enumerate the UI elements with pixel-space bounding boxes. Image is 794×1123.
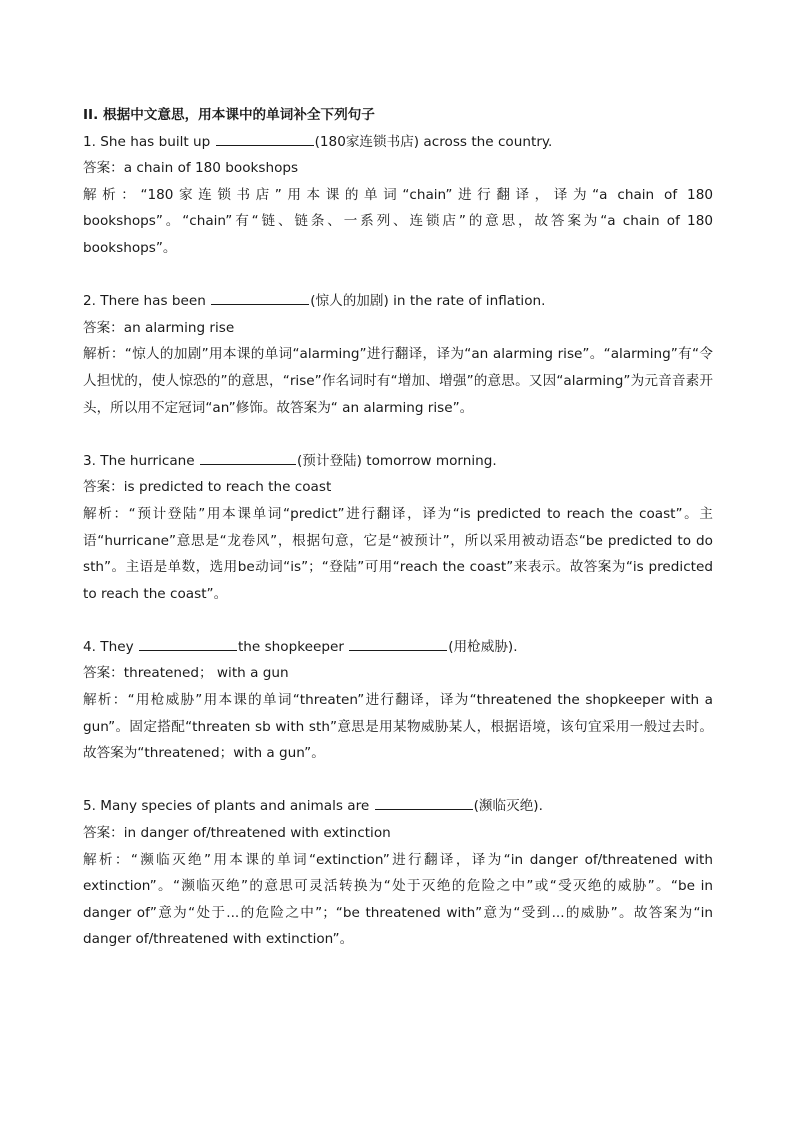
question-block-4 bbox=[83, 634, 713, 767]
question-text-after: (180家连锁书店) across the country. bbox=[314, 133, 553, 150]
answer-blank bbox=[200, 450, 296, 465]
answer-line: 答案：a chain of 180 bookshops bbox=[83, 160, 299, 177]
explanation-paragraph: 解析：“惊人的加剧”用本课的单词“alarming”进行翻译，译为“an alarming rise”。“alarming”有“令人担忧的，使人惊恐的”的意思，“rise”作名词时有“增加、增强”的意思。又因“alarming”为元音音素开头，所以用不定冠词“an”修饰。故答案为“ an alarming rise”。 bbox=[83, 346, 713, 416]
question-text-after: (濒临灭绝). bbox=[473, 798, 543, 815]
question-text-before: 1. She has built up bbox=[83, 133, 215, 150]
answer-line: 答案：threatened； with a gun bbox=[83, 665, 289, 682]
explanation-paragraph: 解析：“濒临灭绝”用本课的单词“extinction”进行翻译，译为“in danger of/threatened with extinction”。“濒临灭绝”的意思可灵活转换为“处于灭绝的危险之中”或“受灭绝的威胁”。“be in danger of”意为“处于...的危险之中”；“be threatened with”意为“受到...的威胁”。故答案为“in danger of/threatened with extinction”。 bbox=[83, 851, 713, 948]
question-text-after: (预计登陆) tomorrow morning. bbox=[296, 452, 497, 469]
question-text-after: (惊人的加剧) in the rate of inflation. bbox=[310, 293, 546, 310]
answer-blank bbox=[375, 795, 473, 810]
question-text-before: 2. There has been bbox=[83, 293, 211, 310]
answer-blank-2 bbox=[349, 636, 447, 651]
section-heading: II. 根据中文意思，用本课中的单词补全下列句子 bbox=[83, 107, 375, 123]
answer-line: 答案：an alarming rise bbox=[83, 319, 235, 336]
question-text-after: (用枪威胁). bbox=[448, 638, 518, 655]
question-text-before: 4. They bbox=[83, 638, 138, 655]
question-block-5 bbox=[83, 793, 713, 953]
question-sentence bbox=[83, 634, 713, 661]
answer-blank-1 bbox=[139, 636, 237, 651]
question-text-middle: the shopkeeper bbox=[237, 638, 349, 655]
question-text-before: 5. Many species of plants and animals are bbox=[83, 798, 374, 815]
question-sentence bbox=[83, 448, 713, 475]
question-block-3 bbox=[83, 448, 713, 608]
answer-line: 答案：in danger of/threatened with extinction bbox=[83, 825, 391, 842]
question-block-2 bbox=[83, 288, 713, 421]
question-sentence bbox=[83, 288, 713, 315]
answer-blank bbox=[216, 131, 314, 146]
question-text-before: 3. The hurricane bbox=[83, 452, 199, 469]
explanation-paragraph: 解析：“预计登陆”用本课单词“predict”进行翻译，译为“is predicted to reach the coast”。主语“hurricane”意思是“龙卷风”，根据句意，它是“被预计”，所以采用被动语态“be predicted to do sth”。主语是单数，选用be动词“is”；“登陆”可用“reach the coast”来表示。故答案为“is predicted to reach the coast”。 bbox=[83, 505, 713, 602]
document-page bbox=[83, 102, 713, 980]
explanation-paragraph: 解析：“180家连锁书店”用本课的单词“chain”进行翻译，译为“a chain of 180 bookshops”。“chain”有“链、链条、一系列、连锁店”的意思，故答案为“a chain of 180 bookshops”。 bbox=[83, 186, 713, 256]
question-sentence bbox=[83, 129, 713, 156]
answer-blank bbox=[211, 290, 309, 305]
question-sentence bbox=[83, 793, 713, 820]
question-block-1 bbox=[83, 129, 713, 262]
answer-line: 答案：is predicted to reach the coast bbox=[83, 479, 332, 496]
explanation-paragraph: 解析：“用枪威胁”用本课的单词“threaten”进行翻译，译为“threatened the shopkeeper with a gun”。固定搭配“threaten sb with sth”意思是用某物威胁某人，根据语境，该句宜采用一般过去时。故答案为“threatened；with a gun”。 bbox=[83, 692, 713, 762]
